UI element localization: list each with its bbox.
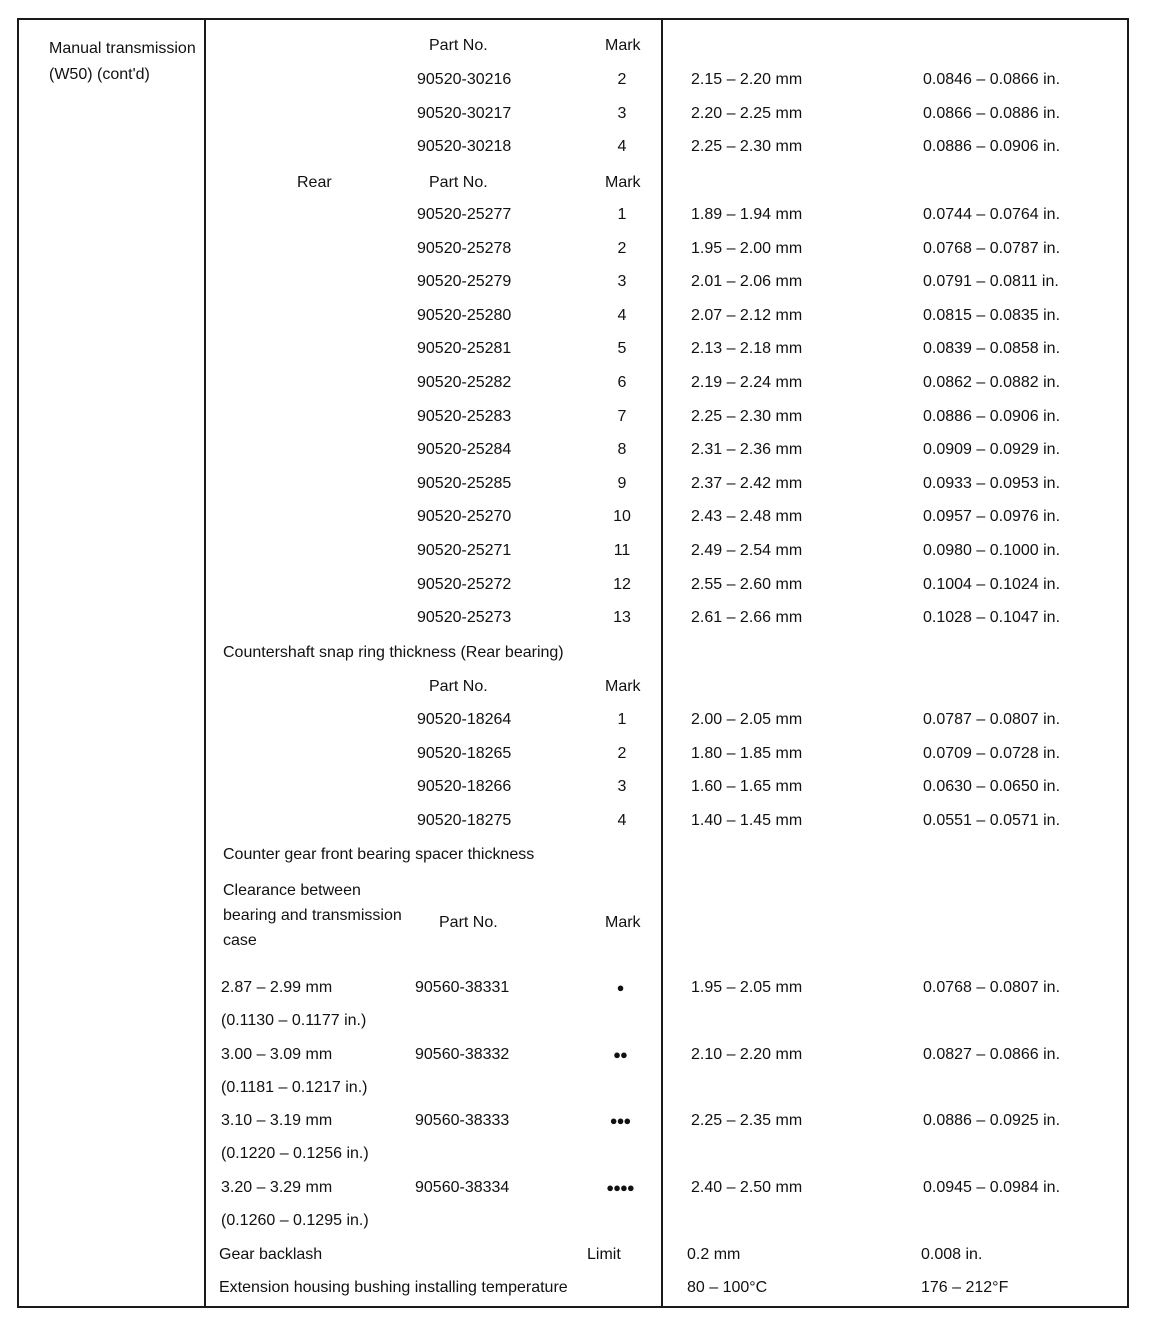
countershaft-title: Countershaft snap ring thickness (Rear bearing) (223, 644, 564, 661)
part-number: 90560-38334 (415, 1178, 510, 1196)
clearance-mm: 3.20 – 3.29 mm (221, 1178, 333, 1196)
extension-housing-celsius: 80 – 100°C (687, 1279, 768, 1296)
thickness-mm: 2.55 – 2.60 mm (691, 575, 803, 593)
thickness-in: 0.0827 – 0.0866 in. (923, 1045, 1061, 1063)
clearance-mm: 2.87 – 2.99 mm (221, 979, 333, 996)
thickness-in: 0.0933 – 0.0953 in. (923, 474, 1061, 492)
mark-value: 8 (617, 441, 627, 459)
thickness-in: 0.0957 – 0.0976 in. (923, 508, 1061, 526)
part-number: 90520-25272 (417, 575, 512, 593)
thickness-in: 0.0886 – 0.0906 in. (923, 138, 1061, 156)
thickness-in: 0.0862 – 0.0882 in. (923, 374, 1061, 391)
part-number: 90520-25277 (417, 206, 512, 223)
part-number: 90520-30218 (417, 138, 512, 156)
thickness-in: 0.0768 – 0.0807 in. (923, 979, 1061, 996)
table-row (19, 575, 1131, 599)
table-row (19, 407, 1131, 431)
mark-value: 2 (617, 239, 627, 257)
table-row (19, 373, 1131, 397)
table-row (19, 137, 1131, 161)
part-number: 90520-30217 (417, 104, 512, 122)
thickness-in: 0.0551 – 0.0571 in. (923, 811, 1061, 829)
thickness-in: 0.0839 – 0.0858 in. (923, 340, 1061, 358)
part-no-header: Part No. (429, 37, 488, 54)
mark-value: 4 (617, 811, 627, 829)
table-row (19, 272, 1131, 296)
thickness-mm: 1.60 – 1.65 mm (691, 778, 803, 796)
clearance-mm: 3.10 – 3.19 mm (221, 1112, 333, 1129)
thickness-mm: 2.49 – 2.54 mm (691, 542, 803, 559)
mark-header: Mark (605, 914, 641, 931)
mark-value: ● (616, 980, 624, 995)
thickness-mm: 2.25 – 2.30 mm (691, 138, 803, 156)
thickness-in: 0.0909 – 0.0929 in. (923, 441, 1061, 459)
mark-value: ●●● (609, 1113, 631, 1128)
table-row (19, 205, 1131, 229)
clearance-in: (0.1130 – 0.1177 in.) (221, 1012, 367, 1029)
mark-value: 12 (613, 575, 631, 593)
table-row (19, 339, 1131, 363)
mark-value: 6 (617, 374, 627, 391)
mark-value: 1 (617, 206, 627, 223)
thickness-mm: 2.13 – 2.18 mm (691, 340, 803, 358)
thickness-mm: 2.00 – 2.05 mm (691, 711, 803, 728)
mark-value: 4 (617, 138, 627, 156)
part-number: 90520-25279 (417, 273, 512, 291)
thickness-mm: 1.89 – 1.94 mm (691, 206, 803, 223)
spacer-row (19, 1045, 1131, 1096)
thickness-in: 0.0787 – 0.0807 in. (923, 711, 1061, 728)
extension-housing-label: Extension housing bushing installing temperature (219, 1279, 568, 1296)
thickness-mm: 2.20 – 2.25 mm (691, 104, 803, 122)
clearance-in: (0.1220 – 0.1256 in.) (221, 1145, 369, 1162)
thickness-in: 0.0980 – 0.1000 in. (923, 542, 1061, 559)
part-number: 90520-18264 (417, 711, 512, 728)
part-number: 90520-18265 (417, 744, 512, 762)
mark-value: 3 (617, 778, 627, 796)
rear-label: Rear (297, 174, 332, 191)
mark-value: 11 (613, 542, 631, 559)
mark-value: 1 (617, 711, 627, 728)
mark-value: 13 (613, 609, 631, 627)
clearance-in: (0.1181 – 0.1217 in.) (221, 1078, 368, 1096)
section-title: Manual transmission (W50) (cont'd) (49, 40, 196, 83)
gear-backlash-in: 0.008 in. (921, 1246, 983, 1263)
part-number: 90520-18275 (417, 811, 512, 829)
spacer-row (19, 1111, 1131, 1162)
thickness-in: 0.0866 – 0.0886 in. (923, 104, 1061, 122)
spacer-row (19, 1178, 1131, 1229)
part-number: 90520-25273 (417, 609, 512, 627)
table-row (19, 777, 1131, 801)
table-row (19, 306, 1131, 330)
thickness-in: 0.0846 – 0.0866 in. (923, 71, 1061, 88)
extension-housing-fahrenheit: 176 – 212°F (921, 1279, 1009, 1296)
table-row (19, 474, 1131, 498)
mark-value: 4 (617, 306, 627, 324)
thickness-mm: 2.01 – 2.06 mm (691, 273, 803, 291)
part-number: 90520-25270 (417, 508, 512, 526)
mark-value: 5 (617, 340, 627, 358)
mark-value: ●● (613, 1046, 627, 1062)
part-number: 90560-38333 (415, 1112, 510, 1129)
gear-backlash-limit: Limit (587, 1246, 621, 1263)
table-row (19, 440, 1131, 464)
clearance-header: Clearance between bearing and transmission case (223, 882, 402, 949)
thickness-mm: 2.15 – 2.20 mm (691, 71, 803, 88)
thickness-mm: 2.07 – 2.12 mm (691, 306, 803, 324)
thickness-in: 0.0630 – 0.0650 in. (923, 778, 1061, 796)
thickness-mm: 2.10 – 2.20 mm (691, 1045, 803, 1063)
table-row (19, 710, 1131, 734)
thickness-mm: 1.95 – 2.00 mm (691, 239, 803, 257)
part-number: 90560-38332 (415, 1045, 510, 1063)
part-no-header: Part No. (439, 914, 498, 931)
clearance-mm: 3.00 – 3.09 mm (221, 1045, 333, 1063)
mark-value: 7 (617, 407, 627, 425)
thickness-in: 0.1028 – 0.1047 in. (923, 609, 1061, 627)
thickness-in: 0.0709 – 0.0728 in. (923, 744, 1061, 762)
part-number: 90520-25285 (417, 474, 512, 492)
thickness-mm: 1.40 – 1.45 mm (691, 811, 803, 829)
part-no-header: Part No. (429, 174, 488, 191)
part-number: 90520-25283 (417, 407, 512, 425)
table-row (19, 744, 1131, 768)
mark-value: 9 (617, 474, 627, 492)
part-no-header: Part No. (429, 678, 488, 695)
table-row (19, 608, 1131, 632)
mark-value: 3 (617, 104, 627, 122)
gear-backlash-label: Gear backlash (219, 1246, 323, 1263)
mark-value: 10 (613, 508, 631, 526)
thickness-in: 0.0945 – 0.0984 in. (923, 1178, 1061, 1196)
clearance-in: (0.1260 – 0.1295 in.) (221, 1211, 369, 1229)
spacer-row (19, 978, 1131, 1029)
mark-value: 3 (617, 273, 627, 291)
thickness-in: 0.0886 – 0.0906 in. (923, 407, 1061, 425)
thickness-mm: 2.25 – 2.30 mm (691, 407, 803, 425)
part-number: 90520-25284 (417, 441, 512, 459)
part-number: 90520-25271 (417, 542, 512, 559)
thickness-mm: 2.19 – 2.24 mm (691, 374, 803, 391)
part-number: 90520-25278 (417, 239, 512, 257)
thickness-mm: 1.95 – 2.05 mm (691, 979, 803, 996)
thickness-mm: 2.31 – 2.36 mm (691, 441, 803, 459)
thickness-in: 0.0886 – 0.0925 in. (923, 1112, 1061, 1129)
mark-value: 2 (617, 744, 627, 762)
spacer-title: Counter gear front bearing spacer thickness (223, 846, 535, 863)
thickness-mm: 2.43 – 2.48 mm (691, 508, 803, 526)
gear-backlash-mm: 0.2 mm (687, 1246, 741, 1263)
thickness-mm: 1.80 – 1.85 mm (691, 744, 803, 762)
mark-header: Mark (605, 37, 641, 54)
thickness-in: 0.0815 – 0.0835 in. (923, 306, 1061, 324)
mark-value: ●●●● (606, 1179, 634, 1195)
table-row (19, 104, 1131, 128)
table-row (19, 541, 1131, 565)
table-row (19, 507, 1131, 531)
table-row (19, 70, 1131, 94)
thickness-in: 0.1004 – 0.1024 in. (923, 575, 1061, 593)
thickness-mm: 2.25 – 2.35 mm (691, 1112, 803, 1129)
part-number: 90520-18266 (417, 778, 512, 796)
table-row (19, 239, 1131, 263)
mark-header: Mark (605, 678, 641, 695)
thickness-mm: 2.61 – 2.66 mm (691, 609, 803, 627)
thickness-mm: 2.40 – 2.50 mm (691, 1178, 803, 1196)
part-number: 90520-25281 (417, 340, 512, 358)
part-number: 90520-25282 (417, 374, 512, 391)
table-row (19, 811, 1131, 835)
spec-table (17, 18, 1129, 1308)
thickness-in: 0.0768 – 0.0787 in. (923, 239, 1061, 257)
part-number: 90520-25280 (417, 306, 512, 324)
mark-value: 2 (617, 71, 627, 88)
mark-header: Mark (605, 174, 641, 191)
part-number: 90560-38331 (415, 979, 510, 996)
thickness-in: 0.0791 – 0.0811 in. (923, 273, 1059, 291)
thickness-mm: 2.37 – 2.42 mm (691, 474, 803, 492)
thickness-in: 0.0744 – 0.0764 in. (923, 206, 1061, 223)
part-number: 90520-30216 (417, 71, 512, 88)
